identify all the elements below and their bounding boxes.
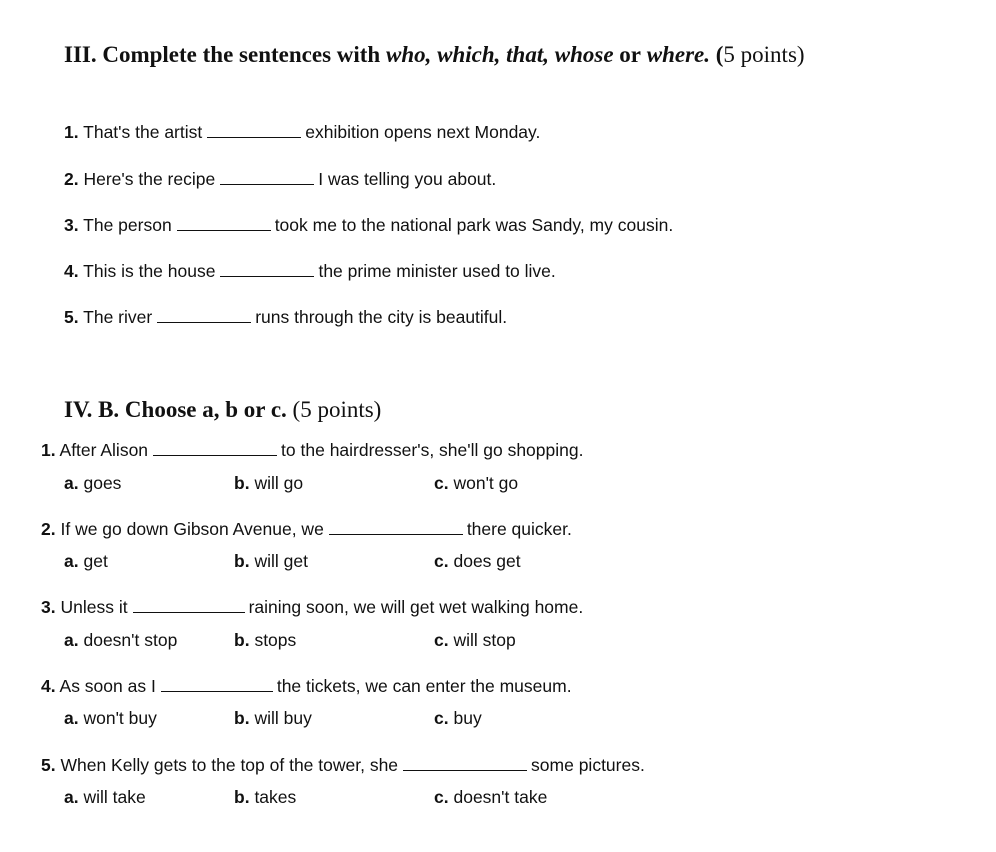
s4-5-option-b[interactable]: b. takes xyxy=(234,787,297,807)
s4-item-2: 2. If we go down Gibson Avenue, we there quicker. xyxy=(41,519,572,539)
s4-2-option-c[interactable]: c. does get xyxy=(434,551,521,571)
answer-blank[interactable] xyxy=(329,520,463,535)
word-which: which, xyxy=(437,42,501,67)
answer-blank[interactable] xyxy=(157,308,251,323)
s4-item-5: 5. When Kelly gets to the top of the tower, she some pictures. xyxy=(41,755,645,775)
word-whose: whose xyxy=(554,42,614,67)
section-4-title: IV. B. Choose a, b or c. xyxy=(64,397,287,422)
s4-3-option-b[interactable]: b. stops xyxy=(234,630,297,650)
answer-blank[interactable] xyxy=(161,677,273,692)
section-3-title: Complete the sentences with xyxy=(102,42,381,67)
s4-4-option-c[interactable]: c. buy xyxy=(434,708,482,728)
answer-blank[interactable] xyxy=(220,262,314,277)
s4-5-option-a[interactable]: a. will take xyxy=(64,787,146,807)
answer-blank[interactable] xyxy=(220,170,314,185)
s4-2-option-a[interactable]: a. get xyxy=(64,551,108,571)
word-where: where. xyxy=(646,42,710,67)
s3-item-2: 2. Here's the recipe I was telling you about. xyxy=(64,169,497,189)
section-3-points: (5 points) xyxy=(715,42,805,67)
s4-5-option-c[interactable]: c. doesn't take xyxy=(434,787,548,807)
s4-3-option-c[interactable]: c. will stop xyxy=(434,630,516,650)
word-or: or xyxy=(619,42,641,67)
s4-4-option-b[interactable]: b. will buy xyxy=(234,708,312,728)
s4-4-option-a[interactable]: a. won't buy xyxy=(64,708,157,728)
section-4-points: (5 points) xyxy=(292,397,382,422)
s3-item-1: 1. That's the artist exhibition opens next Monday. xyxy=(64,122,541,142)
s4-3-option-a[interactable]: a. doesn't stop xyxy=(64,630,178,650)
answer-blank[interactable] xyxy=(153,441,277,456)
s4-2-option-b[interactable]: b. will get xyxy=(234,551,308,571)
s4-item-3: 3. Unless it raining soon, we will get wet walking home. xyxy=(41,597,584,617)
s4-1-option-a[interactable]: a. goes xyxy=(64,473,122,493)
word-that: that, xyxy=(506,42,549,67)
answer-blank[interactable] xyxy=(403,756,527,771)
s4-item-4: 4. As soon as I the tickets, we can enter the museum. xyxy=(41,676,572,696)
section-3-roman: III. xyxy=(64,42,97,67)
answer-blank[interactable] xyxy=(177,216,271,231)
s3-item-5: 5. The river runs through the city is beautiful. xyxy=(64,307,508,327)
s3-item-3: 3. The person took me to the national park was Sandy, my cousin. xyxy=(64,215,674,235)
answer-blank[interactable] xyxy=(207,123,301,138)
s3-item-4: 4. This is the house the prime minister used to live. xyxy=(64,261,556,281)
s4-1-option-c[interactable]: c. won't go xyxy=(434,473,519,493)
section-4-heading xyxy=(64,397,381,423)
word-who: who, xyxy=(385,42,432,67)
s4-1-option-b[interactable]: b. will go xyxy=(234,473,304,493)
answer-blank[interactable] xyxy=(133,598,245,613)
section-3-heading xyxy=(64,42,805,68)
s4-item-1: 1. After Alison to the hairdresser's, she'll go shopping. xyxy=(41,440,584,460)
